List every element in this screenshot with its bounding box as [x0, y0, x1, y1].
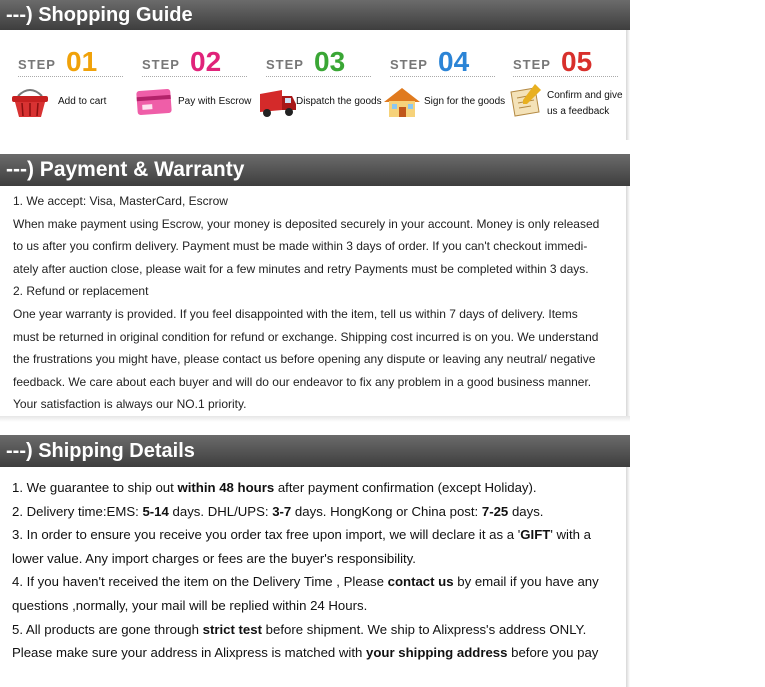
shipping-line: 4. If you haven't received the item on the Delivery Time , Please contact us by email if you have any: [12, 574, 599, 590]
step-3: [258, 44, 382, 134]
truck-icon: [258, 84, 298, 120]
steps-row: [0, 44, 630, 134]
step-word: STEP: [142, 57, 180, 72]
step-label-line2: us a feedback: [547, 106, 610, 117]
shipping-line: 3. In order to ensure you receive you order tax free upon import, we will declare it as a 'GIFT' with a: [12, 527, 591, 543]
shopping-guide-title: ---) Shopping Guide: [0, 0, 630, 30]
shipping-line: questions ,normally, your mail will be replied within 24 Hours.: [12, 597, 368, 613]
step-header: [513, 46, 618, 77]
payment-line: 1. We accept: Visa, MasterCard, Escrow: [13, 194, 228, 208]
shipping-line: 2. Delivery time:EMS: 5-14 days. DHL/UPS: 3-7 days. HongKong or China post: 7-25 days.: [12, 503, 544, 519]
payment-line: Your satisfaction is always our NO.1 priority.: [13, 397, 247, 412]
shipping-line: 5. All products are gone through strict test before shipment. We ship to Alixpress's address ONLY.: [12, 621, 587, 637]
step-word: STEP: [266, 57, 304, 72]
step-number: 01: [66, 46, 98, 77]
payment-line: must be returned in original condition for refund or exchange. Shipping cost incurred is on you. We understand: [13, 329, 599, 344]
basket-icon: [10, 84, 50, 120]
step-header: [142, 46, 247, 77]
step-label: Sign for the goods: [424, 96, 506, 107]
payment-line: ately after auction close, please wait for a few minutes and retry Payments must be completed within 3 days.: [13, 261, 589, 276]
shipping-line: 1. We guarantee to ship out within 48 hours after payment confirmation (except Holiday).: [12, 480, 537, 495]
step-number: 04: [438, 46, 470, 77]
step-word: STEP: [18, 57, 56, 72]
step-header: [266, 46, 371, 77]
shopping-guide-section: [0, 0, 630, 140]
step-label: Dispatch the goods: [296, 96, 382, 107]
step-label: Add to cart: [58, 96, 107, 107]
step-label: Pay with Escrow: [178, 96, 252, 107]
step-number: 02: [190, 46, 222, 77]
shipping-details-section: [0, 430, 630, 687]
payment-warranty-section: [0, 150, 630, 420]
payment-line: 2. Refund or replacement: [13, 284, 149, 299]
feedback-scroll-icon: [505, 82, 545, 118]
payment-line: to us after you confirm delivery. Payment must be made within 3 days of order. If you can't checkout immedi-: [13, 239, 588, 254]
step-2: [134, 44, 254, 134]
step-label: Confirm and give: [547, 90, 623, 101]
step-5: [505, 44, 630, 134]
payment-text: [13, 190, 628, 416]
step-header: [390, 46, 495, 77]
payment-warranty-title: ---) Payment & Warranty: [0, 154, 630, 186]
shipping-line: Please make sure your address in Alixpress is matched with your shipping address before you pay: [12, 645, 599, 661]
step-number: 03: [314, 46, 346, 77]
step-word: STEP: [513, 57, 551, 72]
step-4: [382, 44, 506, 134]
payment-line: feedback. We care about each buyer and will do our endeavor to fix any problem in a good business manner.: [13, 374, 592, 389]
shipping-details-title: ---) Shipping Details: [0, 435, 630, 467]
step-header: [18, 46, 123, 77]
credit-card-icon: [134, 84, 174, 120]
house-icon: [382, 84, 422, 120]
shipping-line: lower value. Any import charges or fees are the buyer's responsibility.: [12, 550, 416, 566]
step-number: 05: [561, 46, 593, 77]
step-word: STEP: [390, 57, 428, 72]
payment-line: One year warranty is provided. If you feel disappointed with the item, tell us within 7 days of delivery. Items: [13, 306, 578, 321]
step-1: [10, 44, 130, 134]
payment-line: When make payment using Escrow, your money is deposited securely in your account. Money is only released: [13, 216, 600, 231]
payment-line: the frustrations you might have, please contact us before opening any dispute or leaving any neutral/ negative: [13, 352, 596, 367]
section-divider: [0, 416, 630, 422]
shipping-text: [12, 476, 632, 665]
